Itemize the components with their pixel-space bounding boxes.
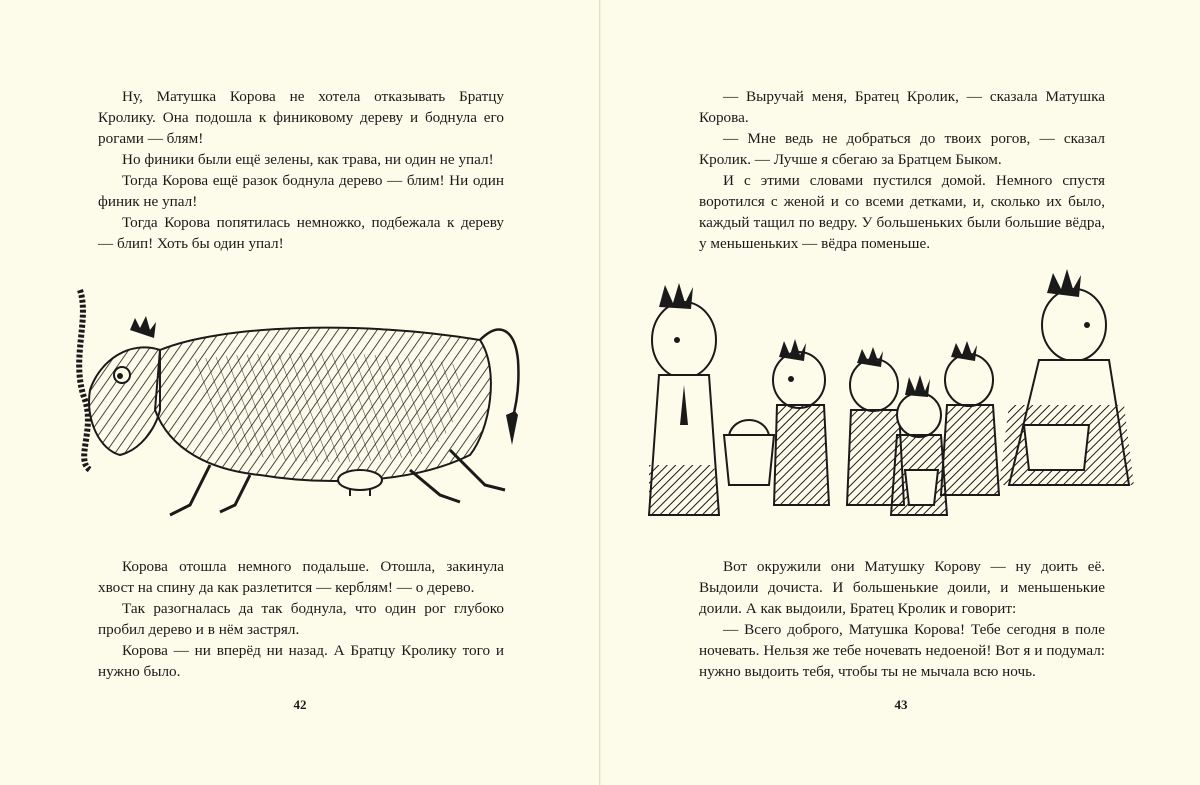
page-number-right: 43 [894,697,908,712]
rabbit-figure [941,341,999,495]
bucket [1024,425,1089,470]
paragraph: Тогда Корова попятилась немножко, подбежала к дереву — блип! Хоть бы один упал! [98,214,504,252]
cow-illustration [60,280,540,530]
rabbit-figure [891,375,947,515]
right-top-text [699,86,1105,254]
paragraph: Корова отошла немного подальше. Отошла, закинула хвост на спину да как разлетится — керблям! — о дерево. [98,558,504,596]
paragraph: Так разогналась да так боднула, что один рог глубоко пробил дерево и в нём застрял. [98,600,504,638]
right-page [600,0,1200,785]
left-top-text [98,86,504,254]
right-bottom-text [699,556,1105,682]
rabbit-figure [773,339,829,505]
paragraph: — Выручай меня, Братец Кролик, — сказала Матушка Корова. [699,88,1105,126]
rabbit-figure [649,283,719,515]
paragraph: Ну, Матушка Корова не хотела отказывать Братцу Кролику. Она подошла к финиковому дереву и боднула его рогами — блям! [98,88,504,147]
paragraph: Но финики были ещё зелены, как трава, ни один не упал! [122,151,494,168]
paragraph: — Мне ведь не добраться до твоих рогов, — сказал Кролик. — Лучше я сбегаю за Братцем Быком. [699,130,1105,168]
paragraph: И с этими словами пустился домой. Немного спустя воротился с женой и со всеми детками, и, сколько их было, каждый тащил по ведру. У большеньких были большие вёдра, у меньшеньких — вёдра поменьше. [699,172,1105,252]
rabbits-illustration [629,265,1149,535]
page-number-left: 42 [293,697,307,712]
paragraph: Корова — ни вперёд ни назад. А Братцу Кролику того и нужно было. [98,642,504,680]
bucket [724,420,774,485]
paragraph: Тогда Корова ещё разок боднула дерево — блим! Ни один финик не упал! [98,172,504,210]
left-bottom-text [98,556,504,682]
paragraph: — Всего доброго, Матушка Корова! Тебе сегодня в поле ночевать. Нельзя же тебе ночевать недоеной! Вот я и подумал: нужно выдоить тебя, чтобы ты не мычала всю ночь. [699,621,1105,680]
paragraph: Вот окружили они Матушку Корову — ну доить её. Выдоили дочиста. И большенькие доили, и меньшенькие доили. А как выдоили, Братец Кролик и говорит: [699,558,1105,617]
